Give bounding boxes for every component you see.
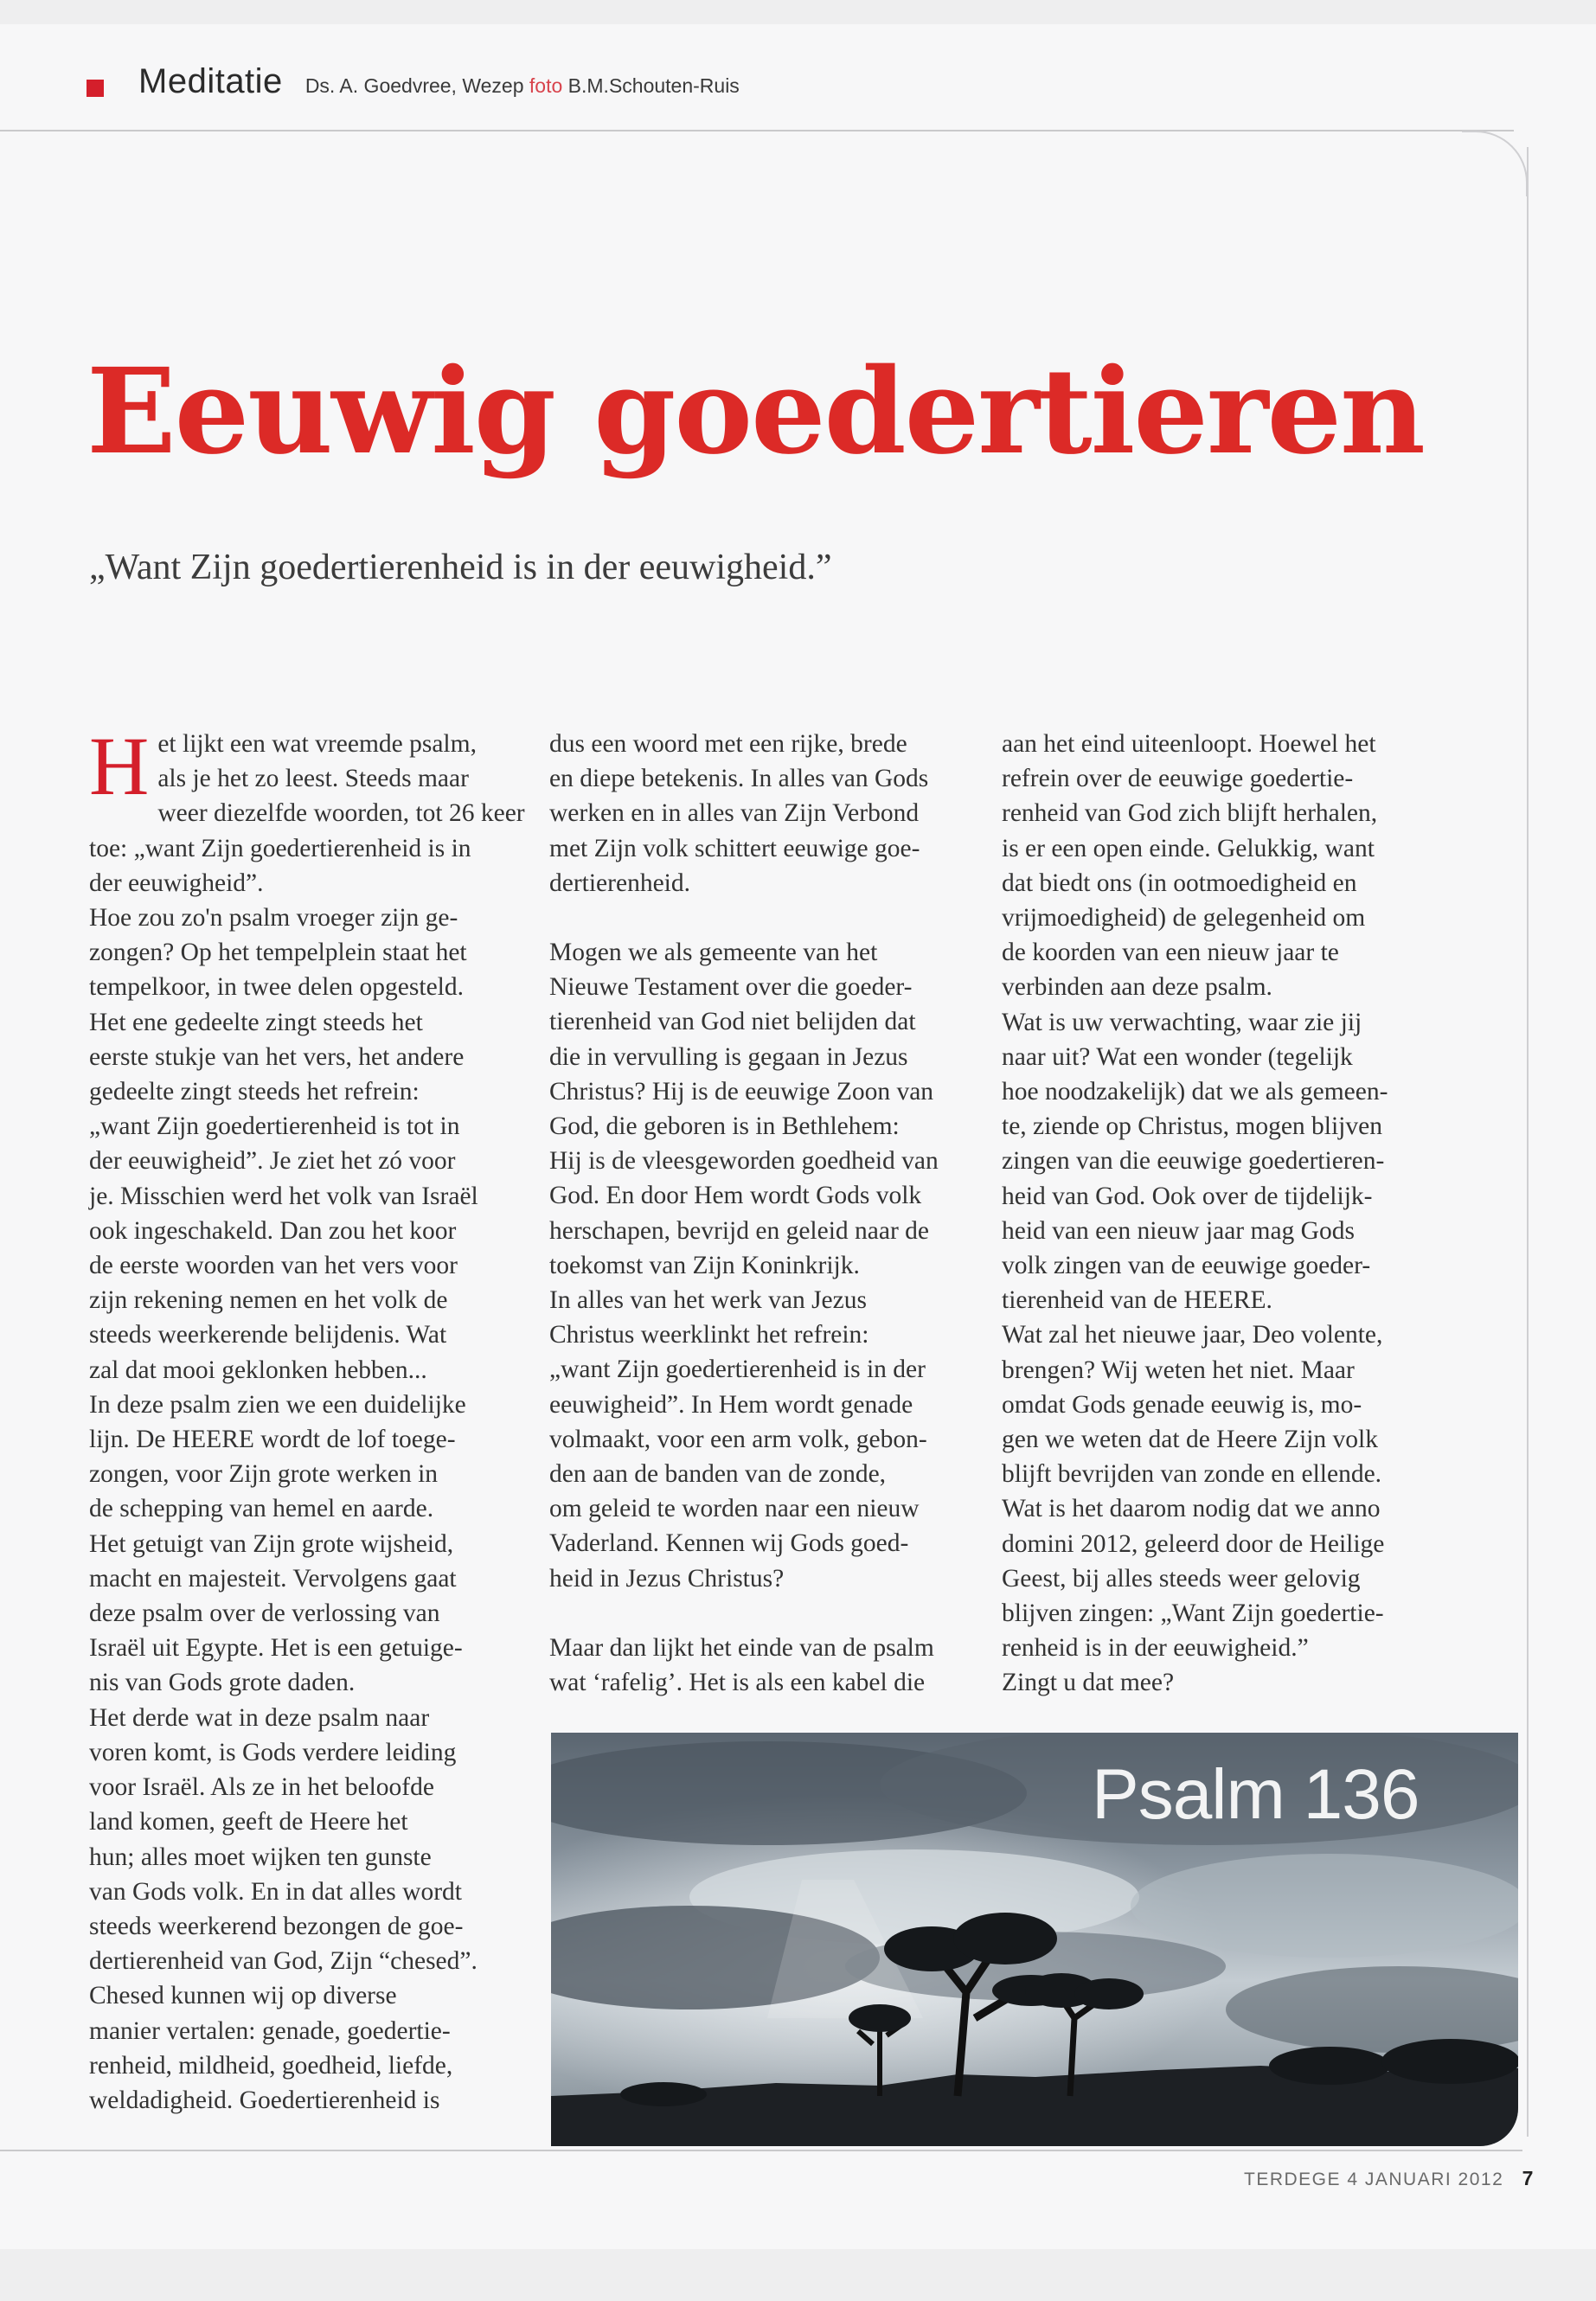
article-line: je. Misschien werd het volk van Israël xyxy=(89,1182,478,1210)
article-line: der eeuwigheid”. xyxy=(89,868,264,897)
article-line: gen we weten dat de Heere Zijn volk xyxy=(1002,1426,1378,1454)
article-line: ook ingeschakeld. Dan zou het koor xyxy=(89,1216,457,1245)
author-credit: Ds. A. Goedvree, Wezep xyxy=(304,74,524,97)
article-line: zongen? Op het tempelplein staat het xyxy=(89,939,467,967)
article-line: gedeelte zingt steeds het refrein: xyxy=(89,1078,420,1106)
section-header xyxy=(87,62,740,114)
photographer-credit: B.M.Schouten-Ruis xyxy=(567,74,740,97)
page-number: 7 xyxy=(1522,2167,1535,2189)
article-line: Zingt u dat mee? xyxy=(1002,1669,1175,1697)
article-line: met Zijn volk schittert eeuwige goe- xyxy=(549,834,920,862)
article-line: In alles van het werk van Jezus xyxy=(549,1286,867,1315)
article-line: Chesed kunnen wij op diverse xyxy=(89,1982,397,2010)
article-line: van Gods volk. En in dat alles wordt xyxy=(89,1877,462,1906)
article-line: der eeuwigheid”. Je ziet het zó voor xyxy=(89,1147,456,1176)
article-line: nis van Gods grote daden. xyxy=(89,1669,356,1697)
article-subtitle: „Want Zijn goedertierenheid is in der eeuwigheid.” xyxy=(89,548,832,587)
article-line: renheid van God zich blijft herhalen, xyxy=(1002,799,1378,828)
photo-label: Psalm 136 xyxy=(1092,1755,1420,1834)
article-line: vrijmoedigheid) de gelegenheid om xyxy=(1002,904,1366,933)
frame-corner xyxy=(1462,131,1528,196)
article-line: Christus? Hij is de eeuwige Zoon van xyxy=(549,1077,934,1106)
magazine-name: TERDEGE xyxy=(1244,2170,1342,2189)
article-line: brengen? Wij weten het niet. Maar xyxy=(1002,1356,1355,1384)
article-line: werken en in alles van Zijn Verbond xyxy=(549,799,920,828)
article-line: die in vervulling is gegaan in Jezus xyxy=(549,1042,908,1071)
article-line: weldadigheid. Goedertierenheid is xyxy=(89,2086,440,2114)
footer-rule xyxy=(0,2150,1522,2151)
article-line: „want Zijn goedertierenheid is in der xyxy=(549,1356,926,1384)
page-edge-top xyxy=(0,0,1596,24)
article-line: renheid is in der eeuwigheid.” xyxy=(1002,1634,1309,1663)
drop-cap: H xyxy=(89,720,150,812)
article-line: manier vertalen: genade, goedertie- xyxy=(89,2016,451,2045)
article-line: naar uit? Wat een wonder (tegelijk xyxy=(1002,1042,1353,1071)
article-line: refrein over de eeuwige goedertie- xyxy=(1002,765,1354,793)
article-line: dus een woord met een rijke, brede xyxy=(549,730,907,758)
article-line: „want Zijn goedertierenheid is tot in xyxy=(89,1112,460,1141)
article-line: God, die geboren is in Bethlehem: xyxy=(549,1112,900,1141)
article-line: te, ziende op Christus, mogen blijven xyxy=(1002,1112,1382,1141)
article-line: Wat is het daarom nodig dat we anno xyxy=(1002,1495,1381,1523)
article-line: zingen van die eeuwige goedertieren- xyxy=(1002,1147,1385,1176)
section-name: Meditatie xyxy=(138,62,283,100)
frame-right-border xyxy=(1527,147,1529,2137)
article-line: den aan de banden van de zonde, xyxy=(549,1460,887,1489)
article-line: aan het eind uiteenloopt. Hoewel het xyxy=(1002,730,1376,758)
article-line: blijven zingen: „Want Zijn goedertie- xyxy=(1002,1599,1384,1628)
issue-date: 4 JANUARI 2012 xyxy=(1347,2170,1504,2189)
article-line: Wat is uw verwachting, waar zie jij xyxy=(1002,1008,1362,1036)
article-line: Hij is de vleesgeworden goedheid van xyxy=(549,1147,939,1176)
article-line: dertierenheid. xyxy=(549,868,690,897)
article-line: land komen, geeft de Heere het xyxy=(89,1808,408,1836)
article-column-3 xyxy=(1002,727,1443,1701)
article-line: deze psalm over de verlossing van xyxy=(89,1599,440,1628)
article-line: renheid, mildheid, goedheid, liefde, xyxy=(89,2051,453,2080)
article-line: hun; alles moet wijken ten gunste xyxy=(89,1843,432,1871)
article-line: de eerste woorden van het vers voor xyxy=(89,1252,458,1280)
article-line: Mogen we als gemeente van het xyxy=(549,939,878,967)
article-line: toe: „want Zijn goedertierenheid is in xyxy=(89,834,471,862)
article-column-2 xyxy=(549,727,990,1700)
page-footer xyxy=(1244,2167,1535,2190)
article-line: de koorden van een nieuw jaar te xyxy=(1002,939,1339,967)
article-line: eerste stukje van het vers, het andere xyxy=(89,1042,465,1071)
paragraph-gap xyxy=(549,1596,990,1631)
article-line: is er een open einde. Gelukkig, want xyxy=(1002,834,1375,862)
article-line: volk zingen van de eeuwige goeder- xyxy=(1002,1252,1371,1280)
article-line: heid van God. Ook over de tijdelijk- xyxy=(1002,1182,1373,1210)
article-line: In deze psalm zien we een duidelijke xyxy=(89,1390,466,1419)
credits xyxy=(305,74,740,98)
article-line: weer diezelfde woorden, tot 26 keer xyxy=(157,799,525,828)
article-line: steeds weerkerend bezongen de goe- xyxy=(89,1912,464,1940)
article-line: Het ene gedeelte zingt steeds het xyxy=(89,1008,423,1036)
article-line: zijn rekening nemen en het volk de xyxy=(89,1286,448,1315)
article-line: Maar dan lijkt het einde van de psalm xyxy=(549,1633,934,1662)
article-line: Vaderland. Kennen wij Gods goed- xyxy=(549,1529,909,1558)
article-line: Israël uit Egypte. Het is een getuige- xyxy=(89,1634,463,1663)
header-rule xyxy=(0,130,1514,131)
article-line: Nieuwe Testament over die goeder- xyxy=(549,973,913,1002)
article-line: de schepping van hemel en aarde. xyxy=(89,1495,434,1523)
article-line: heid in Jezus Christus? xyxy=(549,1564,785,1593)
article-line: lijn. De HEERE wordt de lof toege- xyxy=(89,1426,456,1454)
article-line: dertierenheid van God, Zijn “chesed”. xyxy=(89,1947,478,1976)
article-line: wat ‘rafelig’. Het is als een kabel die xyxy=(549,1669,926,1697)
article-line: zal dat mooi geklonken hebben... xyxy=(89,1356,427,1384)
article-line: et lijkt een wat vreemde psalm, xyxy=(157,730,477,758)
article-line: Het derde wat in deze psalm naar xyxy=(89,1703,430,1732)
article-line: tempelkoor, in twee delen opgesteld. xyxy=(89,973,464,1002)
article-line: toekomst van Zijn Koninkrijk. xyxy=(549,1251,860,1279)
article-line: herschapen, bevrijd en geleid naar de xyxy=(549,1216,930,1245)
article-column-1 xyxy=(89,720,530,2118)
article-line: Hoe zou zo'n psalm vroeger zijn ge- xyxy=(89,904,458,933)
article-line: God. En door Hem wordt Gods volk xyxy=(549,1182,922,1210)
section-marker-square xyxy=(87,80,104,97)
article-line: als je het zo leest. Steeds maar xyxy=(157,765,469,793)
article-line: omdat Gods genade eeuwig is, mo- xyxy=(1002,1390,1362,1419)
article-line: macht en majesteit. Vervolgens gaat xyxy=(89,1564,457,1593)
article-line: om geleid te worden naar een nieuw xyxy=(549,1495,920,1523)
article-line: voor Israël. Als ze in het beloofde xyxy=(89,1773,434,1802)
article-line: heid van een nieuw jaar mag Gods xyxy=(1002,1216,1355,1245)
article-line: hoe noodzakelijk) dat we als gemeen- xyxy=(1002,1078,1388,1106)
article-line: Geest, bij alles steeds weer gelovig xyxy=(1002,1564,1361,1593)
article-line: voren komt, is Gods verdere leiding xyxy=(89,1738,457,1766)
article-line: blijft bevrijden van zonde en ellende. xyxy=(1002,1460,1382,1489)
page-edge-bottom xyxy=(0,2249,1596,2301)
article-line: domini 2012, geleerd door de Heilige xyxy=(1002,1529,1385,1558)
article-line: Christus weerklinkt het refrein: xyxy=(549,1321,869,1349)
article-line: Wat zal het nieuwe jaar, Deo volente, xyxy=(1002,1321,1383,1349)
article-line: volmaakt, voor een arm volk, gebon- xyxy=(549,1425,927,1453)
article-title: Eeuwig goedertieren xyxy=(87,343,1424,481)
article-line: dat biedt ons (in ootmoedigheid en xyxy=(1002,868,1357,897)
foto-label: foto xyxy=(529,74,563,97)
article-line: eeuwigheid”. In Hem wordt genade xyxy=(549,1390,913,1419)
article-line: tierenheid van God niet belijden dat xyxy=(549,1008,916,1036)
paragraph-gap xyxy=(549,901,990,935)
article-line: tierenheid van de HEERE. xyxy=(1002,1286,1272,1315)
article-line: zongen, voor Zijn grote werken in xyxy=(89,1460,439,1489)
article-line: verbinden aan deze psalm. xyxy=(1002,973,1272,1002)
article-line: steeds weerkerende belijdenis. Wat xyxy=(89,1321,447,1349)
article-line: en diepe betekenis. In alles van Gods xyxy=(549,765,929,793)
article-line: Het getuigt van Zijn grote wijsheid, xyxy=(89,1529,454,1558)
